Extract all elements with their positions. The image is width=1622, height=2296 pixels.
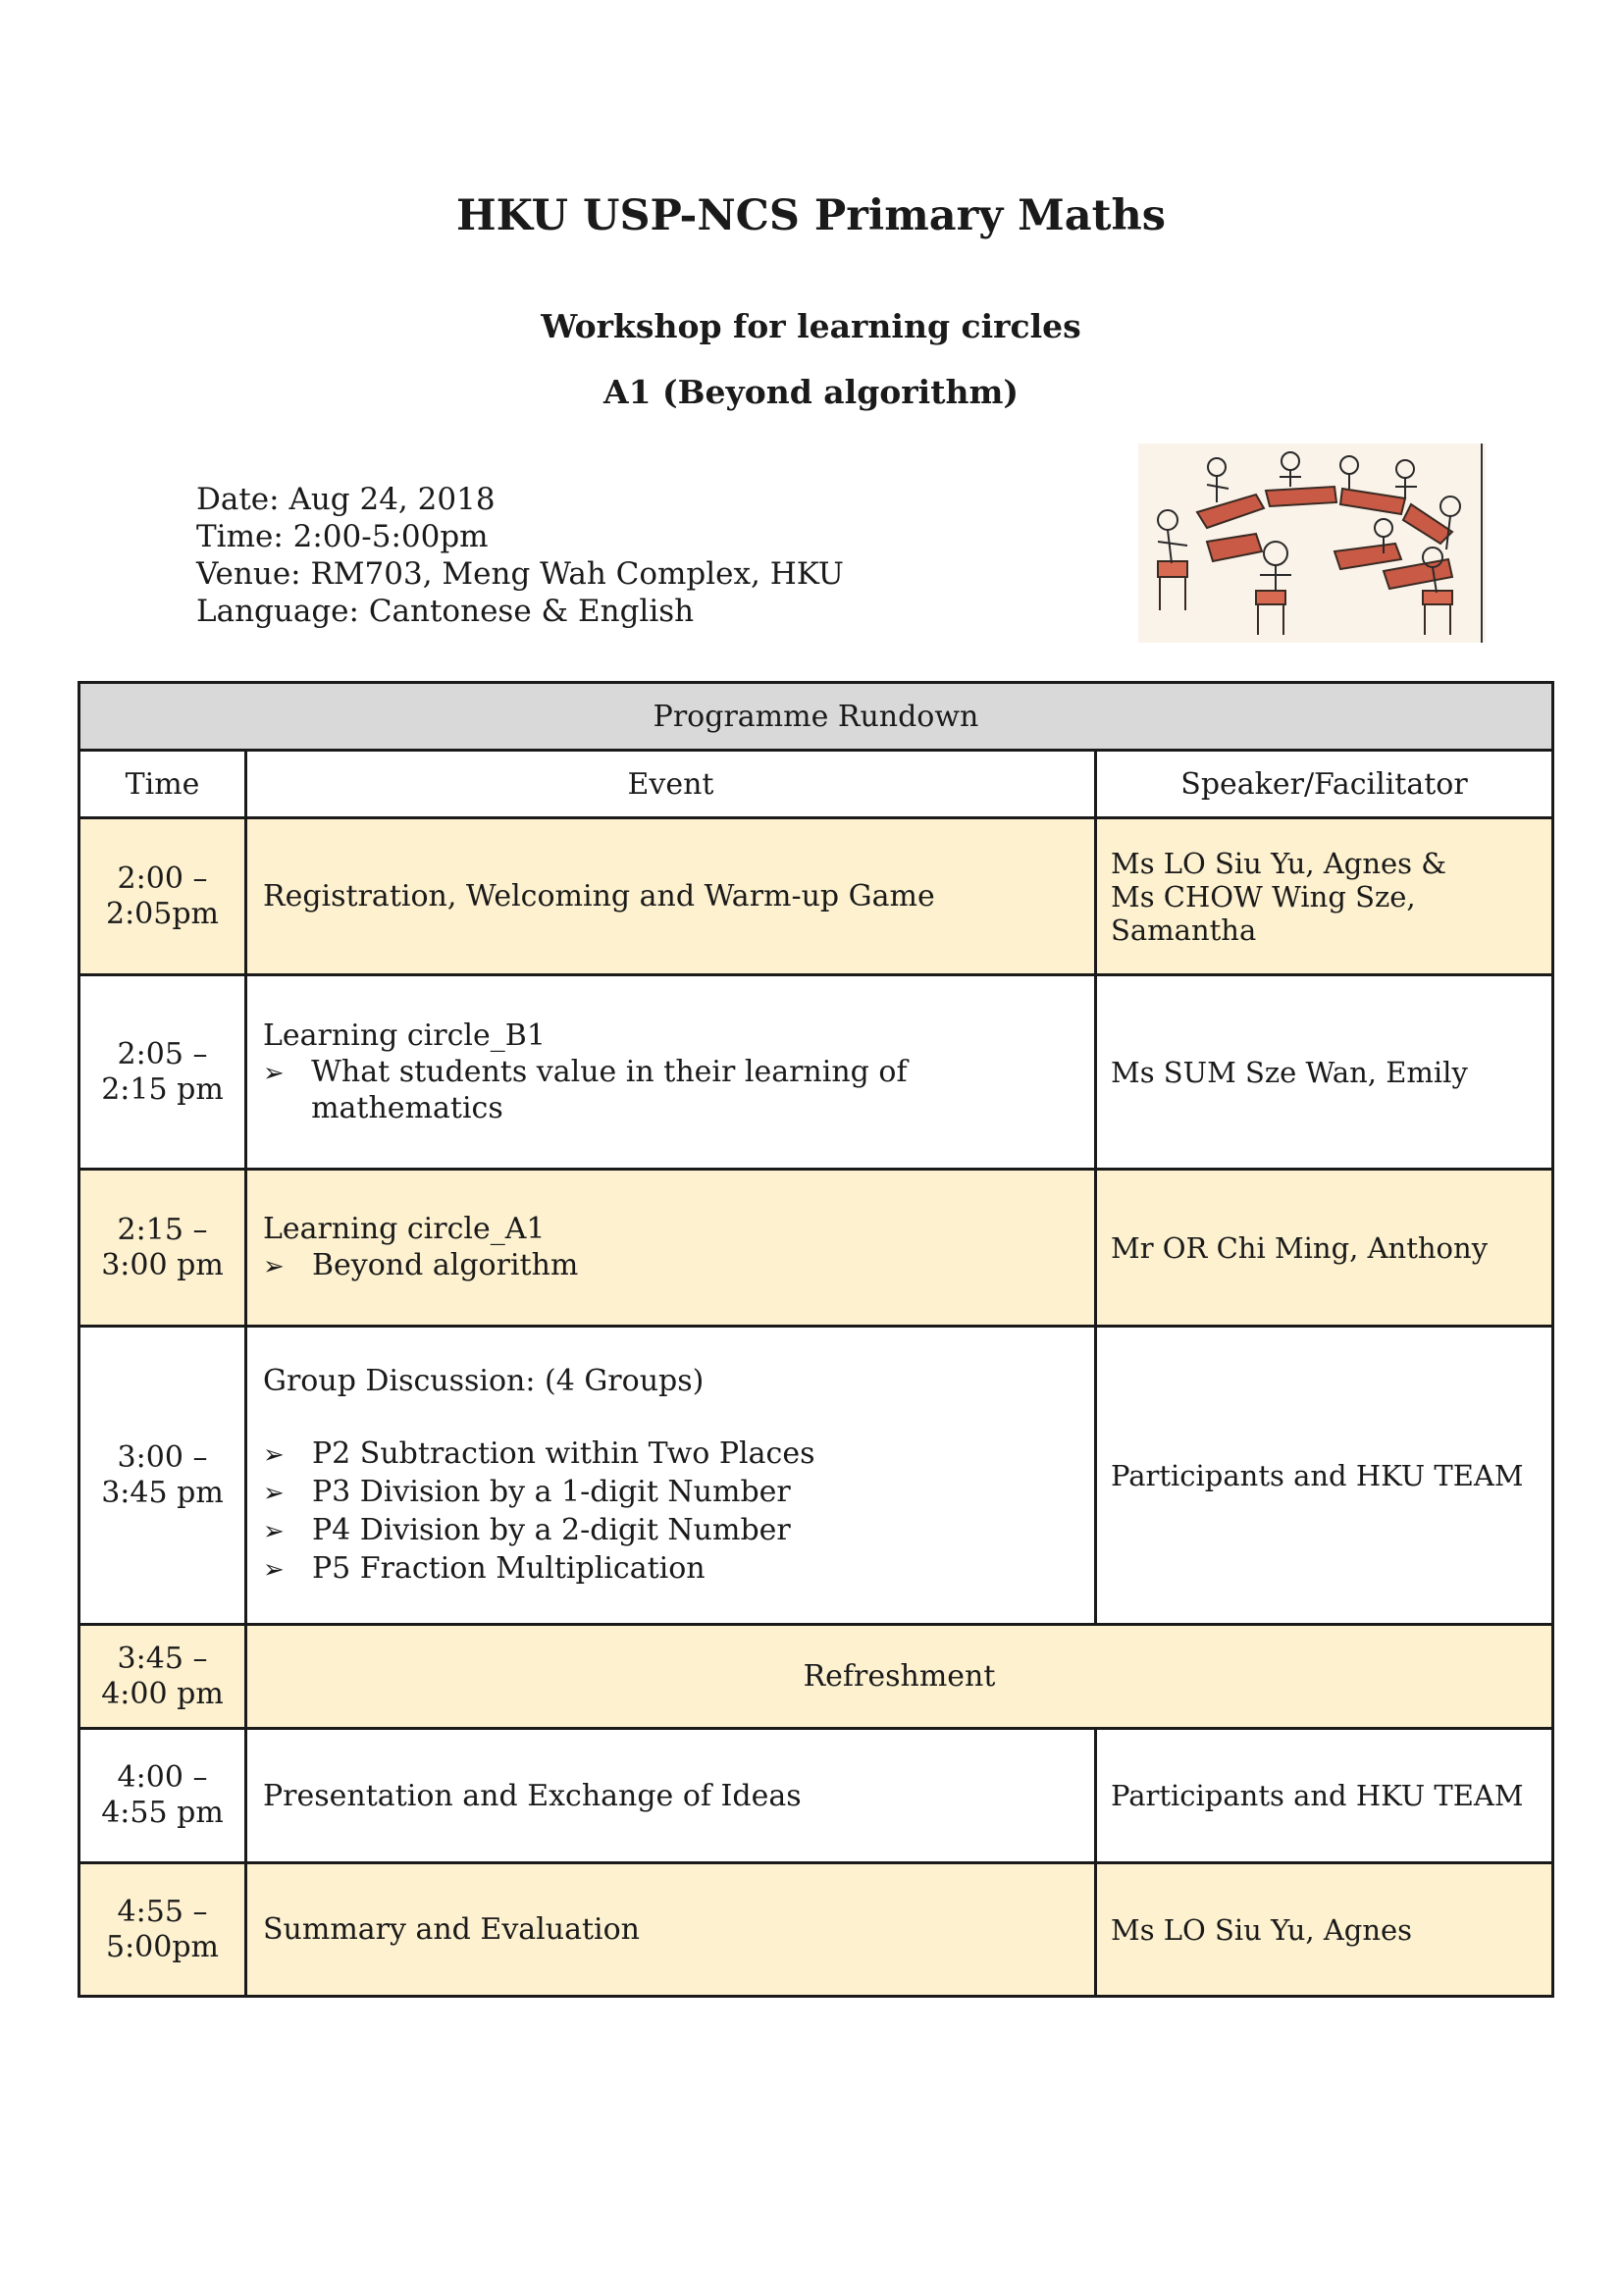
event-cell: Registration, Welcoming and Warm-up Game <box>246 818 1096 975</box>
arrow-bullet-icon: ➢ <box>263 1251 285 1281</box>
event-cell: Learning circle_B1 ➢ What students value in their learning of mathematics <box>246 975 1096 1170</box>
arrow-bullet-icon: ➢ <box>263 1439 285 1470</box>
speaker-cell: Ms LO Siu Yu, Agnes <box>1096 1863 1553 1997</box>
speaker-cell: Ms SUM Sze Wan, Emily <box>1096 975 1553 1170</box>
time-cell: 4:00 – 4:55 pm <box>79 1729 246 1863</box>
arrow-bullet-icon: ➢ <box>263 1059 285 1088</box>
table-title: Programme Rundown <box>79 683 1553 751</box>
table-row <box>79 1170 1553 1327</box>
speaker-cell: Ms LO Siu Yu, Agnes & Ms CHOW Wing Sze, Samantha <box>1096 818 1553 975</box>
document-subtitle: Workshop for learning circles <box>541 307 1081 345</box>
list-item: ➢ What students value in their learning of mathematics <box>263 1055 908 1125</box>
event-cell: Learning circle_A1 ➢ Beyond algorithm <box>246 1170 1096 1327</box>
event-cell: Group Discussion: (4 Groups) ➢ P2 Subtraction within Two Places ➢ P3 Division by a 1-digit Number ➢ P4 Division by a 2-digit Number ➢ P5 Fraction Multiplication <box>246 1327 1096 1625</box>
event-venue: Venue: RM703, Meng Wah Complex, HKU <box>196 556 844 592</box>
table-row <box>79 1863 1553 1997</box>
time-cell: 3:00 – 3:45 pm <box>79 1327 246 1625</box>
list-item: ➢ P2 Subtraction within Two Places <box>263 1435 1094 1474</box>
speaker-cell: Mr OR Chi Ming, Anthony <box>1096 1170 1553 1327</box>
document-title: HKU USP-NCS Primary Maths <box>456 191 1166 240</box>
header-event: Event <box>246 751 1096 818</box>
learning-circle-illustration <box>1138 444 1486 643</box>
list-item: ➢ P5 Fraction Multiplication <box>263 1550 1094 1589</box>
event-cell: Refreshment <box>246 1625 1553 1729</box>
event-time: Time: 2:00-5:00pm <box>196 519 489 554</box>
time-cell: 2:15 – 3:00 pm <box>79 1170 246 1327</box>
table-row <box>79 1729 1553 1863</box>
table-row <box>79 975 1553 1170</box>
header-time: Time <box>79 751 246 818</box>
header-speaker: Speaker/Facilitator <box>1096 751 1553 818</box>
event-language: Language: Cantonese & English <box>196 594 695 629</box>
arrow-bullet-icon: ➢ <box>263 1516 285 1546</box>
arrow-bullet-icon: ➢ <box>263 1554 285 1585</box>
list-item: ➢ P3 Division by a 1-digit Number <box>263 1474 1094 1512</box>
time-cell: 2:05 – 2:15 pm <box>79 975 246 1170</box>
event-info <box>196 481 844 630</box>
speaker-cell: Participants and HKU TEAM <box>1096 1729 1553 1863</box>
arrow-bullet-icon: ➢ <box>263 1478 285 1508</box>
table-row <box>79 818 1553 975</box>
document-subtitle-2: A1 (Beyond algorithm) <box>603 373 1019 411</box>
time-cell: 3:45 – 4:00 pm <box>79 1625 246 1729</box>
time-cell: 2:00 – 2:05pm <box>79 818 246 975</box>
table-row <box>79 1327 1553 1625</box>
event-cell: Summary and Evaluation <box>246 1863 1096 1997</box>
event-date: Date: Aug 24, 2018 <box>196 482 496 517</box>
programme-rundown-table <box>78 681 1554 1998</box>
table-row <box>79 1625 1553 1729</box>
event-cell: Presentation and Exchange of Ideas <box>246 1729 1096 1863</box>
time-cell: 4:55 – 5:00pm <box>79 1863 246 1997</box>
list-item: ➢ Beyond algorithm <box>263 1247 1094 1285</box>
list-item: ➢ P4 Division by a 2-digit Number <box>263 1512 1094 1550</box>
speaker-cell: Participants and HKU TEAM <box>1096 1327 1553 1625</box>
